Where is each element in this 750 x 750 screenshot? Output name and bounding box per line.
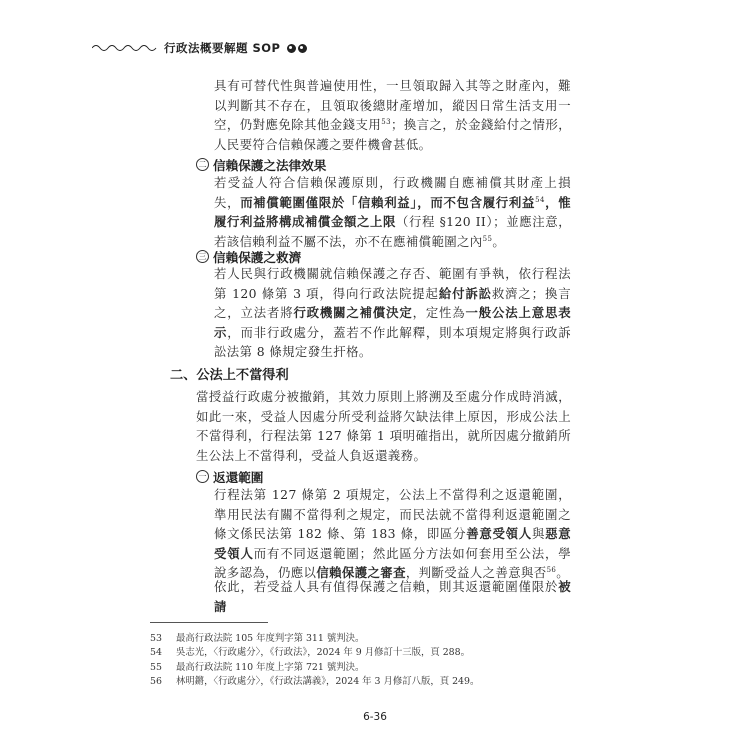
- subheading-legal-effect: 二 信賴保護之法律效果: [196, 155, 326, 174]
- footnote-separator: [150, 622, 268, 623]
- page-number: 6-36: [363, 711, 387, 723]
- circled-number: 二: [196, 158, 209, 171]
- return-scope-continuation: 依此，若受益人具有值得保護之信賴，則其返還範圍僅限於被請: [214, 579, 571, 614]
- circled-number: 一: [196, 470, 209, 483]
- intro-paragraph: 具有可替代性與普遍使用性，一旦領取歸入其等之財產內，難以判斷其不存在，且領取後總財產增加，縱因日常生活支用一空，仍對應免除其他金錢支用$^{53}$；換言之，於金錢給付之情形，人民要符合信賴保護之要件機會甚低。: [214, 78, 571, 152]
- running-header: [92, 40, 307, 56]
- legal-effect-paragraph: 若受益人符合信賴保護原則，行政機關自應補償其財產上損失，而補償範圍僅限於「信賴利益」，而不包含履行利益$^{54}$，惟履行利益將構成補償金額之上限（行程 §120 II）；並應注意，若該信賴利益不屬不法，亦不在應補償範圍之內$^{55}$。: [214, 175, 571, 249]
- footnote-item: 54 吳志光，〈行政處分〉，《行政法》，2024 年 9 月修訂十三版，頁 288。: [150, 647, 470, 659]
- return-scope-paragraph: 行程法第 127 條第 2 項規定，公法上不當得利之返還範圍，準用民法有關不當得利之規定，而民法就不當得利返還範圍之條文係民法第 182 條、第 183 條，即區分善意受領人與惡意受領人而有不同返還範圍；然此區分方法如何套用至公法，學說多認為，仍應以信賴保護之審查，判斷受益人之善意與否$^{56}$。: [214, 487, 572, 581]
- footnote-ref-55[interactable]: 55: [482, 234, 493, 243]
- header-title: 行政法概要解題 SOP: [164, 41, 281, 55]
- section-body-paragraph: 當授益行政處分被撤銷，其效力原則上將溯及至處分作成時消滅，如此一來，受益人因處分所受利益將欠缺法律上原因，形成公法上不當得利，行程法第 127 條第 1 項明確指出，就所因處分撤銷所生公法上不當得利，受益人負返還義務。: [196, 389, 571, 463]
- circled-number: 三: [196, 250, 209, 263]
- subheading-return-scope: 一 返還範圍: [196, 467, 263, 486]
- remedy-paragraph: 若人民與行政機關就信賴保護之存否、範圍有爭執，依行程法第 120 條第 3 項，得向行政法院提起給付訴訟救濟之；換言之，立法者將行政機關之補償決定，定性為一般公法上意思表示，而非行政處分，蓋若不作此解釋，則本項規定將與行政訴訟法第 8 條規定發生扞格。: [214, 266, 572, 360]
- footnote-item: 55 最高行政法院 110 年度上字第 721 號判決。: [150, 661, 365, 673]
- subheading-remedy: 三 信賴保護之救濟: [196, 247, 301, 266]
- section-heading: 二、公法上不當得利: [170, 368, 289, 383]
- footnote-ref-56[interactable]: 56: [546, 566, 557, 575]
- footnote-ref-54[interactable]: 54: [535, 195, 545, 204]
- wave-ornament-icon: [92, 43, 158, 53]
- header-dots-icon: [287, 44, 307, 53]
- footnote-item: 56 林明鏘，〈行政處分〉，《行政法講義》，2024 年 3 月修訂八版，頁 249。: [150, 675, 480, 687]
- footnotes: [150, 632, 590, 689]
- footnote-ref-53[interactable]: 53: [381, 118, 391, 127]
- footnote-item: 53 最高行政法院 105 年度判字第 311 號判決。: [150, 633, 365, 644]
